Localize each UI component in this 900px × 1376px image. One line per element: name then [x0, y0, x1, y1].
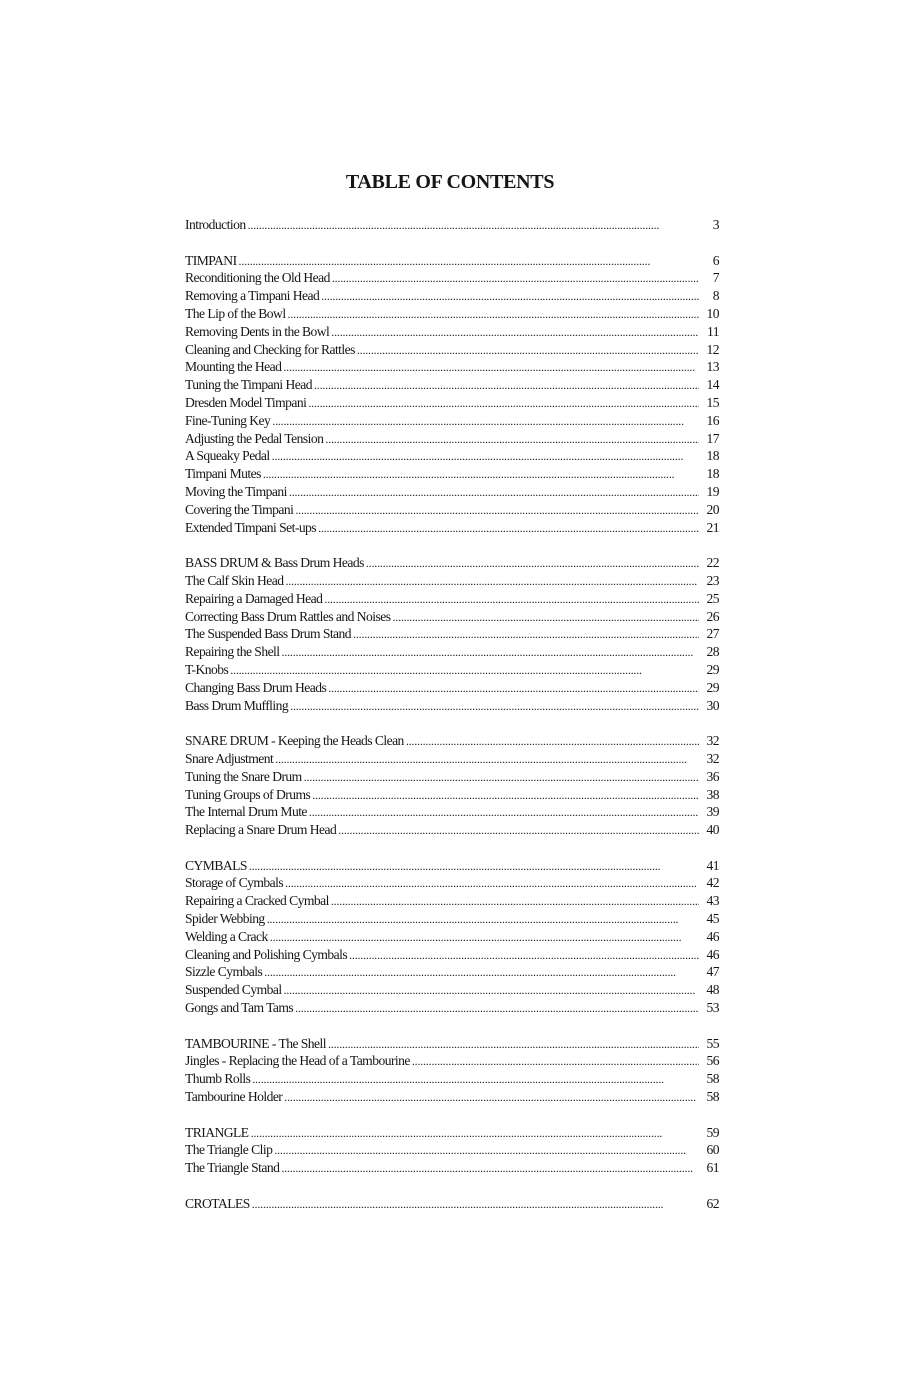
toc-entry-label: The Suspended Bass Drum Stand: [185, 626, 352, 642]
dot-leader: [290, 698, 699, 716]
toc-entry-page-number: 29: [706, 661, 719, 677]
page-title: TABLE OF CONTENTS: [345, 171, 555, 193]
toc-entry: [185, 768, 719, 786]
toc-entry-page-number: 8: [712, 288, 719, 304]
dot-leader: [263, 466, 699, 484]
toc-section: [185, 1035, 719, 1106]
toc-entry: [185, 857, 719, 875]
toc-entry-label: Covering the Timpani: [185, 501, 294, 517]
toc-entry-page-number: 58: [706, 1071, 719, 1087]
toc-entry-label: Suspended Cymbal: [185, 982, 282, 998]
toc-entry-label: Thumb Rolls: [185, 1071, 251, 1087]
toc-entry: [185, 981, 719, 999]
toc-section: [185, 1124, 719, 1177]
dot-leader: [284, 982, 699, 1000]
toc-entry-label: Repairing a Damaged Head: [185, 590, 323, 606]
toc-section: [185, 857, 719, 1017]
toc-entry-label: Removing a Timpani Head: [185, 288, 320, 304]
toc-entry-label: Tuning the Snare Drum: [185, 768, 302, 784]
toc-entry: [185, 999, 719, 1017]
dot-leader: [285, 875, 699, 893]
toc-entry-page-number: 42: [706, 875, 719, 891]
toc-entry-label: Cleaning and Checking for Rattles: [185, 341, 355, 357]
toc-section: [185, 216, 719, 234]
toc-entry: [185, 786, 719, 804]
toc-entry-label: Sizzle Cymbals: [185, 964, 263, 980]
table-of-contents: [185, 216, 719, 1213]
dot-leader: [288, 306, 699, 324]
toc-entry-label: Tambourine Holder: [185, 1089, 283, 1105]
toc-entry-label: Jingles - Replacing the Head of a Tambourine: [185, 1053, 410, 1069]
dot-leader: [412, 1053, 699, 1071]
dot-leader: [248, 217, 699, 235]
toc-entry: [185, 892, 719, 910]
toc-entry: [185, 216, 719, 234]
toc-entry-page-number: 10: [706, 305, 719, 321]
toc-entry: [185, 803, 719, 821]
toc-entry-label: Spider Webbing: [185, 911, 265, 927]
toc-entry-label: Removing Dents in the Bowl: [185, 323, 330, 339]
toc-entry-label: Repairing the Shell: [185, 644, 280, 660]
toc-entry-label: Gongs and Tam Tams: [185, 1000, 294, 1016]
toc-entry-page-number: 21: [706, 519, 719, 535]
toc-entry-page-number: 15: [706, 394, 719, 410]
dot-leader: [285, 573, 699, 591]
toc-entry: [185, 269, 719, 287]
toc-entry-page-number: 27: [706, 626, 719, 642]
toc-entry-label: Tuning Groups of Drums: [185, 786, 311, 802]
toc-entry: [185, 376, 719, 394]
dot-leader: [272, 448, 699, 466]
toc-entry-page-number: 32: [706, 750, 719, 766]
toc-entry-page-number: 45: [706, 911, 719, 927]
toc-entry-label: Snare Adjustment: [185, 750, 274, 766]
toc-entry-page-number: 39: [706, 804, 719, 820]
toc-entry: [185, 643, 719, 661]
toc-entry: [185, 341, 719, 359]
dot-leader: [328, 1036, 699, 1054]
dot-leader: [274, 1142, 699, 1160]
toc-entry-label: Repairing a Cracked Cymbal: [185, 893, 329, 909]
toc-entry-page-number: 40: [706, 822, 719, 838]
dot-leader: [270, 929, 699, 947]
dot-leader: [289, 484, 699, 502]
toc-entry-label: Fine-Tuning Key: [185, 412, 271, 428]
toc-entry-page-number: 14: [706, 377, 719, 393]
toc-entry: [185, 625, 719, 643]
toc-entry-page-number: 58: [706, 1089, 719, 1105]
toc-entry-page-number: 48: [706, 982, 719, 998]
toc-entry: [185, 1088, 719, 1106]
toc-entry: [185, 394, 719, 412]
dot-leader: [284, 1089, 699, 1107]
toc-entry-page-number: 30: [706, 697, 719, 713]
dot-leader: [281, 1160, 699, 1178]
toc-entry-page-number: 59: [706, 1124, 719, 1140]
toc-entry: [185, 1195, 719, 1213]
dot-leader: [331, 893, 699, 911]
toc-entry: [185, 305, 719, 323]
toc-entry-page-number: 22: [706, 555, 719, 571]
toc-entry-label: CYMBALS: [185, 857, 247, 873]
toc-entry: [185, 358, 719, 376]
toc-entry-label: Bass Drum Muffling: [185, 697, 289, 713]
dot-leader: [230, 662, 699, 680]
toc-entry: [185, 590, 719, 608]
toc-entry-page-number: 61: [706, 1160, 719, 1176]
dot-leader: [295, 1000, 699, 1018]
dot-leader: [252, 1071, 699, 1089]
dot-leader: [272, 413, 699, 431]
toc-entry-page-number: 46: [706, 946, 719, 962]
toc-entry-page-number: 13: [706, 359, 719, 375]
toc-entry: [185, 928, 719, 946]
toc-entry-page-number: 56: [706, 1053, 719, 1069]
dot-leader: [325, 431, 699, 449]
dot-leader: [324, 591, 699, 609]
toc-entry: [185, 963, 719, 981]
dot-leader: [309, 804, 699, 822]
toc-entry-label: T-Knobs: [185, 661, 229, 677]
toc-entry-label: Replacing a Snare Drum Head: [185, 822, 337, 838]
dot-leader: [366, 555, 699, 573]
dot-leader: [275, 751, 699, 769]
toc-entry: [185, 519, 719, 537]
toc-entry: [185, 1035, 719, 1053]
toc-entry-label: Cleaning and Polishing Cymbals: [185, 946, 348, 962]
toc-entry-page-number: 28: [706, 644, 719, 660]
toc-entry: [185, 1070, 719, 1088]
toc-entry-label: The Lip of the Bowl: [185, 305, 286, 321]
toc-entry: [185, 252, 719, 270]
dot-leader: [357, 342, 699, 360]
toc-entry-label: Correcting Bass Drum Rattles and Noises: [185, 608, 391, 624]
dot-leader: [392, 609, 699, 627]
dot-leader: [264, 964, 699, 982]
toc-entry-page-number: 41: [706, 857, 719, 873]
toc-entry: [185, 483, 719, 501]
dot-leader: [406, 733, 699, 751]
toc-entry-label: The Calf Skin Head: [185, 572, 284, 588]
toc-entry: [185, 608, 719, 626]
toc-entry: [185, 1124, 719, 1142]
dot-leader: [312, 787, 699, 805]
dot-leader: [308, 395, 699, 413]
toc-entry-page-number: 46: [706, 928, 719, 944]
toc-entry: [185, 910, 719, 928]
dot-leader: [349, 947, 699, 965]
toc-entry: [185, 501, 719, 519]
toc-entry-label: Dresden Model Timpani: [185, 394, 307, 410]
toc-entry-label: The Internal Drum Mute: [185, 804, 307, 820]
toc-entry: [185, 465, 719, 483]
dot-leader: [295, 502, 699, 520]
toc-entry-label: The Triangle Clip: [185, 1142, 273, 1158]
dot-leader: [251, 1125, 699, 1143]
toc-entry-label: Extended Timpani Set-ups: [185, 519, 317, 535]
toc-entry-page-number: 20: [706, 501, 719, 517]
toc-entry-label: Introduction: [185, 217, 246, 232]
toc-entry: [185, 946, 719, 964]
toc-entry-page-number: 47: [706, 964, 719, 980]
toc-entry-page-number: 16: [706, 412, 719, 428]
toc-entry-page-number: 29: [706, 679, 719, 695]
toc-entry-label: Adjusting the Pedal Tension: [185, 430, 324, 446]
toc-entry: [185, 287, 719, 305]
toc-entry-page-number: 53: [706, 1000, 719, 1016]
dot-leader: [252, 1196, 699, 1214]
toc-entry-page-number: 19: [706, 483, 719, 499]
toc-entry: [185, 697, 719, 715]
toc-entry-page-number: 62: [706, 1195, 719, 1211]
toc-entry-label: SNARE DRUM - Keeping the Heads Clean: [185, 733, 404, 749]
toc-section: [185, 732, 719, 839]
toc-entry-label: Reconditioning the Old Head: [185, 270, 330, 286]
toc-entry-label: Timpani Mutes: [185, 466, 261, 482]
toc-section: [185, 554, 719, 714]
toc-entry-label: The Triangle Stand: [185, 1160, 280, 1176]
toc-entry: [185, 554, 719, 572]
dot-leader: [304, 769, 699, 787]
dot-leader: [338, 822, 699, 840]
toc-entry-page-number: 23: [706, 572, 719, 588]
dot-leader: [318, 520, 699, 538]
toc-entry-page-number: 36: [706, 768, 719, 784]
toc-entry-label: Mounting the Head: [185, 359, 282, 375]
toc-entry: [185, 323, 719, 341]
toc-entry: [185, 1052, 719, 1070]
toc-entry: [185, 661, 719, 679]
toc-entry-page-number: 18: [706, 448, 719, 464]
toc-entry-label: TAMBOURINE - The Shell: [185, 1035, 326, 1051]
dot-leader: [328, 680, 699, 698]
toc-entry-page-number: 26: [706, 608, 719, 624]
dot-leader: [353, 626, 699, 644]
dot-leader: [239, 253, 699, 271]
toc-entry-page-number: 60: [706, 1142, 719, 1158]
toc-section: [185, 252, 719, 537]
toc-entry-label: A Squeaky Pedal: [185, 448, 270, 464]
toc-entry: [185, 874, 719, 892]
toc-entry-label: Moving the Timpani: [185, 483, 287, 499]
toc-entry-label: TIMPANI: [185, 252, 237, 268]
toc-entry: [185, 732, 719, 750]
dot-leader: [331, 324, 699, 342]
toc-entry-label: Tuning the Timpani Head: [185, 377, 312, 393]
toc-entry-page-number: 17: [706, 430, 719, 446]
toc-entry: [185, 750, 719, 768]
dot-leader: [321, 288, 699, 306]
toc-entry-page-number: 18: [706, 466, 719, 482]
toc-entry-label: BASS DRUM & Bass Drum Heads: [185, 555, 364, 571]
toc-entry-page-number: 12: [706, 341, 719, 357]
toc-entry-label: CROTALES: [185, 1195, 250, 1211]
dot-leader: [249, 858, 699, 876]
toc-entry-page-number: 32: [706, 733, 719, 749]
toc-entry-label: Welding a Crack: [185, 928, 268, 944]
toc-entry-page-number: 6: [712, 252, 719, 268]
toc-entry-page-number: 25: [706, 590, 719, 606]
toc-entry: [185, 821, 719, 839]
toc-entry-page-number: 3: [712, 217, 719, 232]
toc-entry-page-number: 38: [706, 786, 719, 802]
toc-entry: [185, 1141, 719, 1159]
toc-section: [185, 1195, 719, 1213]
dot-leader: [282, 644, 699, 662]
toc-entry-label: TRIANGLE: [185, 1124, 249, 1140]
toc-entry: [185, 572, 719, 590]
toc-entry-label: Storage of Cymbals: [185, 875, 284, 891]
toc-entry: [185, 447, 719, 465]
toc-entry: [185, 430, 719, 448]
toc-entry-label: Changing Bass Drum Heads: [185, 679, 327, 695]
toc-entry-page-number: 55: [706, 1035, 719, 1051]
toc-entry-page-number: 11: [707, 323, 719, 339]
toc-entry-page-number: 7: [712, 270, 719, 286]
toc-entry: [185, 679, 719, 697]
dot-leader: [332, 270, 699, 288]
dot-leader: [267, 911, 699, 929]
toc-entry: [185, 412, 719, 430]
dot-leader: [283, 359, 699, 377]
toc-entry: [185, 1159, 719, 1177]
toc-entry-page-number: 43: [706, 893, 719, 909]
dot-leader: [314, 377, 699, 395]
